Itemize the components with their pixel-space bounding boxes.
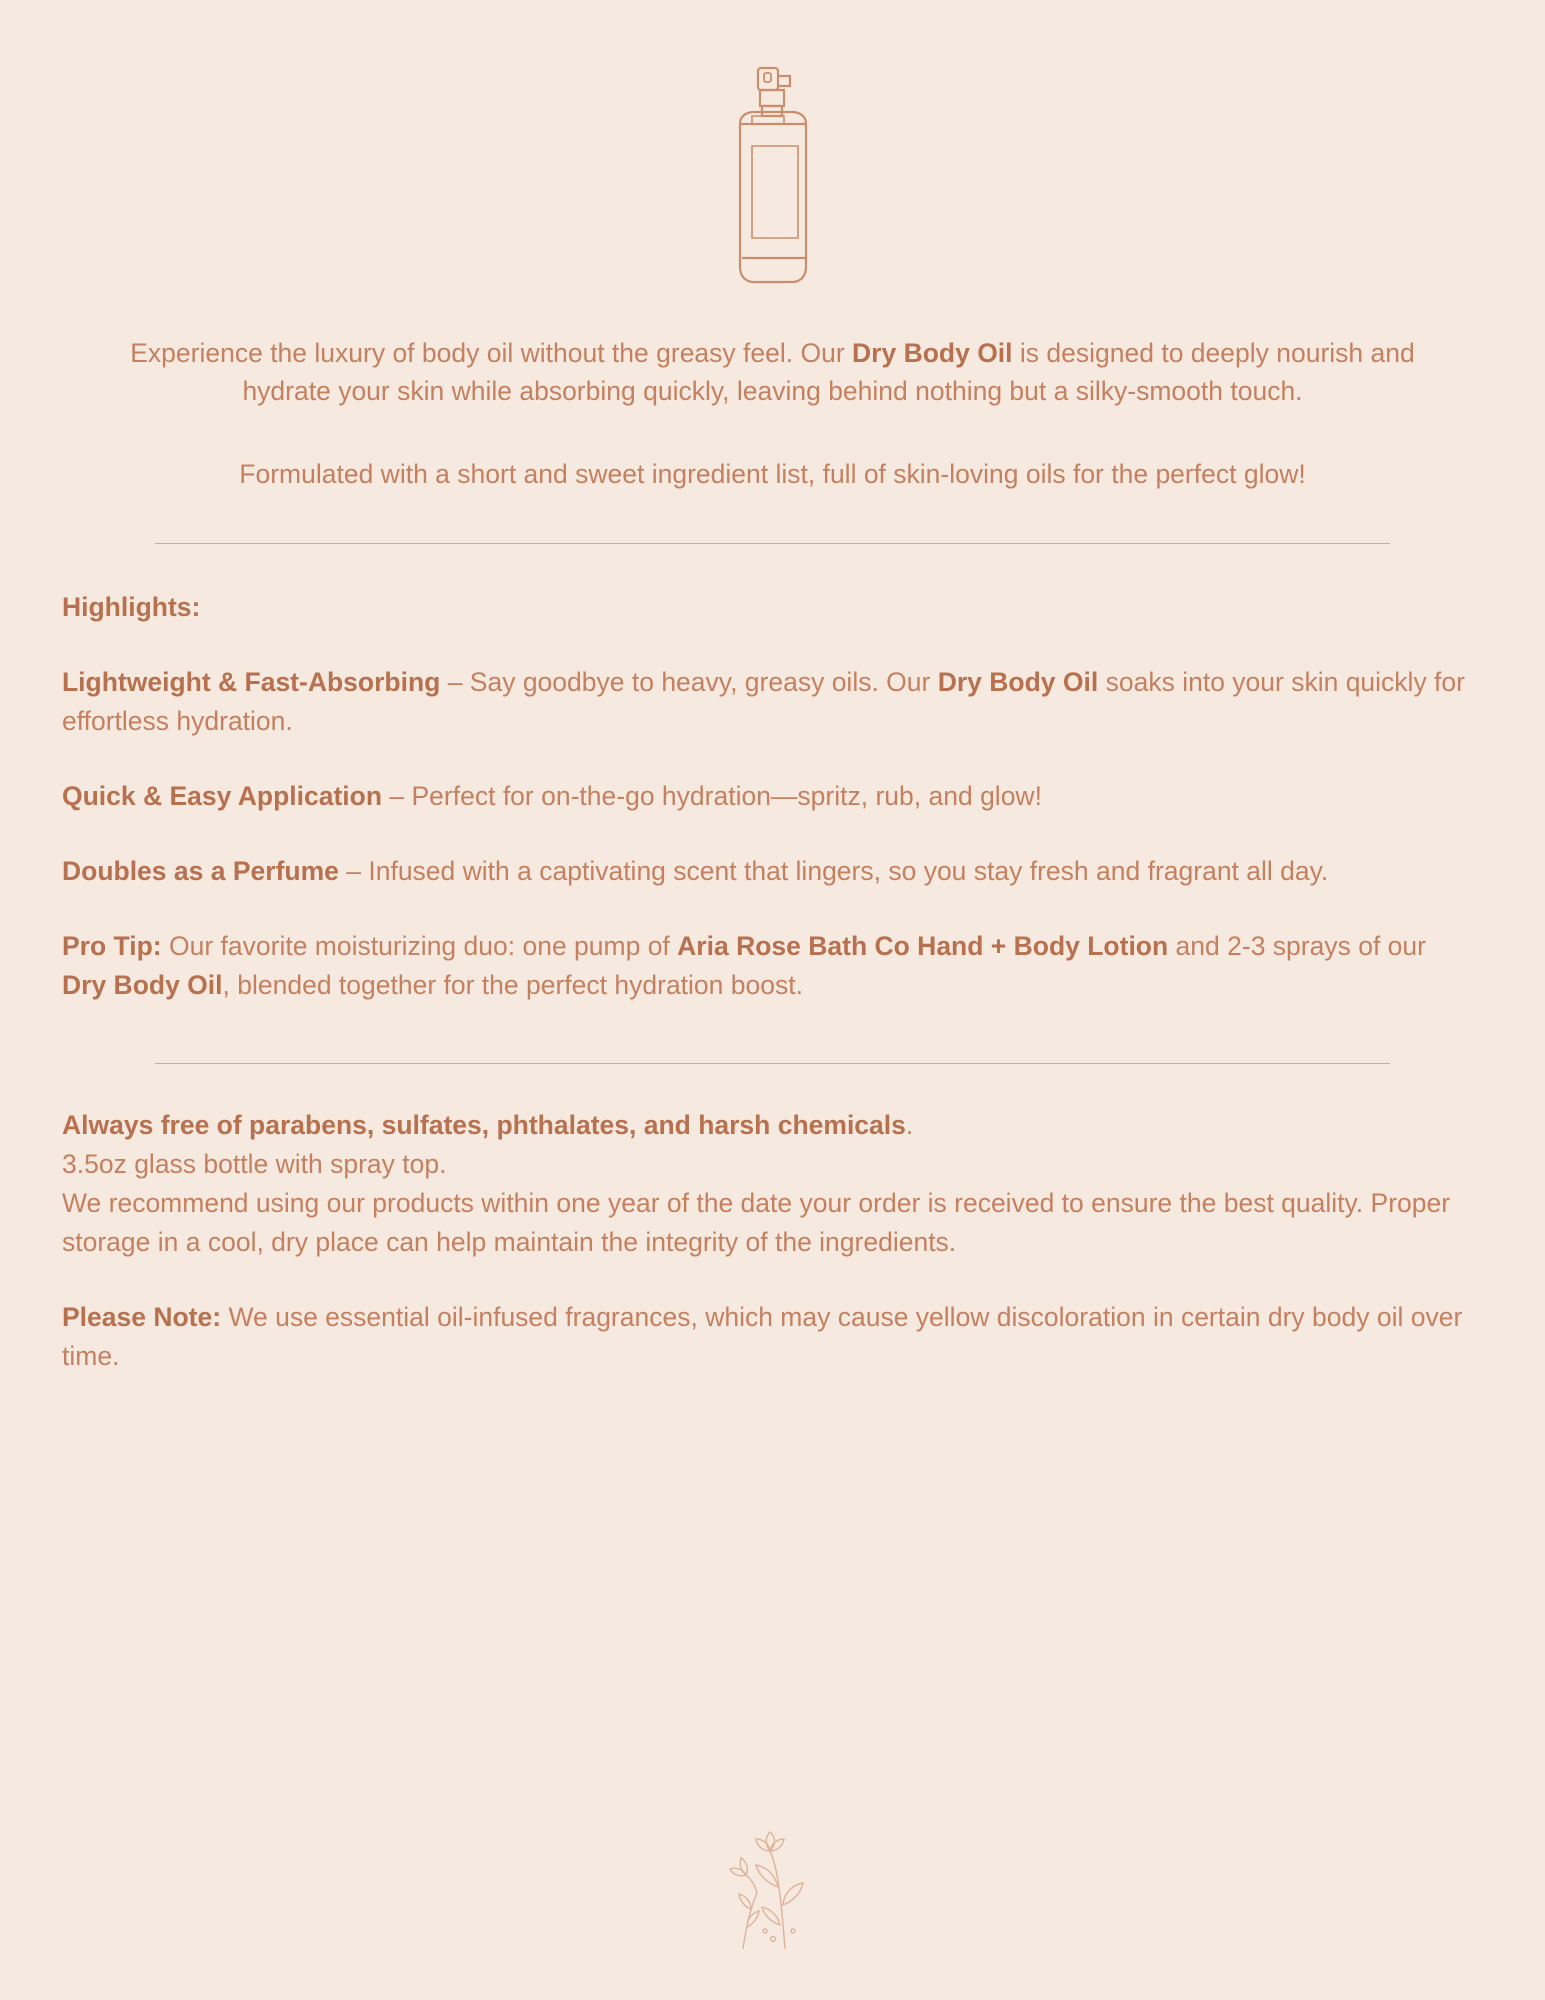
highlights-title: Highlights: [62, 592, 201, 623]
pro-tip [62, 927, 1473, 1005]
size-line: 3.5oz glass bottle with spray top. [62, 1148, 447, 1179]
spray-bottle-illustration [62, 0, 1483, 292]
free-of-tail: . [905, 1109, 914, 1140]
pro-tip-bold-2: Dry Body Oil [62, 969, 223, 1000]
details-section [62, 1106, 1483, 1376]
please-note [62, 1298, 1473, 1376]
spray-bottle-icon [718, 62, 828, 292]
intro-p1-part2: is designed to deeply nourish and hydrate your skin while absorbing quickly, leaving behind nothing but a silky-smooth touch. [242, 338, 1415, 407]
intro-text [62, 334, 1483, 493]
please-note-label: Please Note: [62, 1301, 222, 1332]
pro-tip-text1: Our favorite moisturizing duo: one pump of [161, 931, 678, 962]
shelf-life-line: We recommend using our products within one year of the date your order is received to ensure the best quality. Proper storage in a cool, dry place can help maintain the integrity of the ingredients. [62, 1187, 1451, 1257]
divider-bottom [155, 1063, 1390, 1064]
highlight-1-inline-bold: Dry Body Oil [937, 667, 1099, 698]
highlights-section [62, 588, 1483, 1005]
pro-tip-text2: and 2-3 sprays of our [1168, 931, 1426, 962]
highlight-2-label: Quick & Easy Application [62, 781, 383, 812]
divider-top [155, 543, 1390, 544]
pro-tip-text3: , blended together for the perfect hydration boost. [222, 969, 803, 1000]
highlight-item-2 [62, 777, 1473, 816]
highlight-1-text2: soaks into your skin quickly for effortless hydration. [62, 667, 1465, 737]
highlight-1-label: Lightweight & Fast-Absorbing [62, 667, 441, 698]
intro-paragraph-2: Formulated with a short and sweet ingredient list, full of skin-loving oils for the perfect glow! [239, 458, 1306, 489]
highlight-3-label: Doubles as a Perfume [62, 856, 339, 887]
free-of-line [62, 1106, 1473, 1145]
pro-tip-label: Pro Tip: [62, 931, 162, 962]
highlight-2-text1: – Perfect for on-the-go hydration—spritz, rub, and glow! [382, 781, 1042, 812]
highlight-3-text1: – Infused with a captivating scent that lingers, so you stay fresh and fragrant all day. [338, 856, 1329, 887]
please-note-text: We use essential oil-infused fragrances, which may cause yellow discoloration in certain dry body oil over time. [62, 1301, 1463, 1371]
wildflower-illustration [0, 1827, 1545, 1952]
intro-p1-part1: Experience the luxury of body oil without the greasy feel. Our [130, 338, 853, 368]
intro-p1-bold: Dry Body Oil [852, 338, 1013, 368]
highlight-1-text1: – Say goodbye to heavy, greasy oils. Our [440, 667, 938, 698]
intro-paragraph-1 [87, 334, 1458, 411]
highlight-item-1 [62, 663, 1473, 741]
pro-tip-bold-1: Aria Rose Bath Co Hand + Body Lotion [677, 931, 1169, 962]
wildflower-sprig-icon [713, 1827, 833, 1952]
highlight-item-3 [62, 852, 1473, 891]
free-of-bold: Always free of parabens, sulfates, phthalates, and harsh chemicals [62, 1109, 906, 1140]
